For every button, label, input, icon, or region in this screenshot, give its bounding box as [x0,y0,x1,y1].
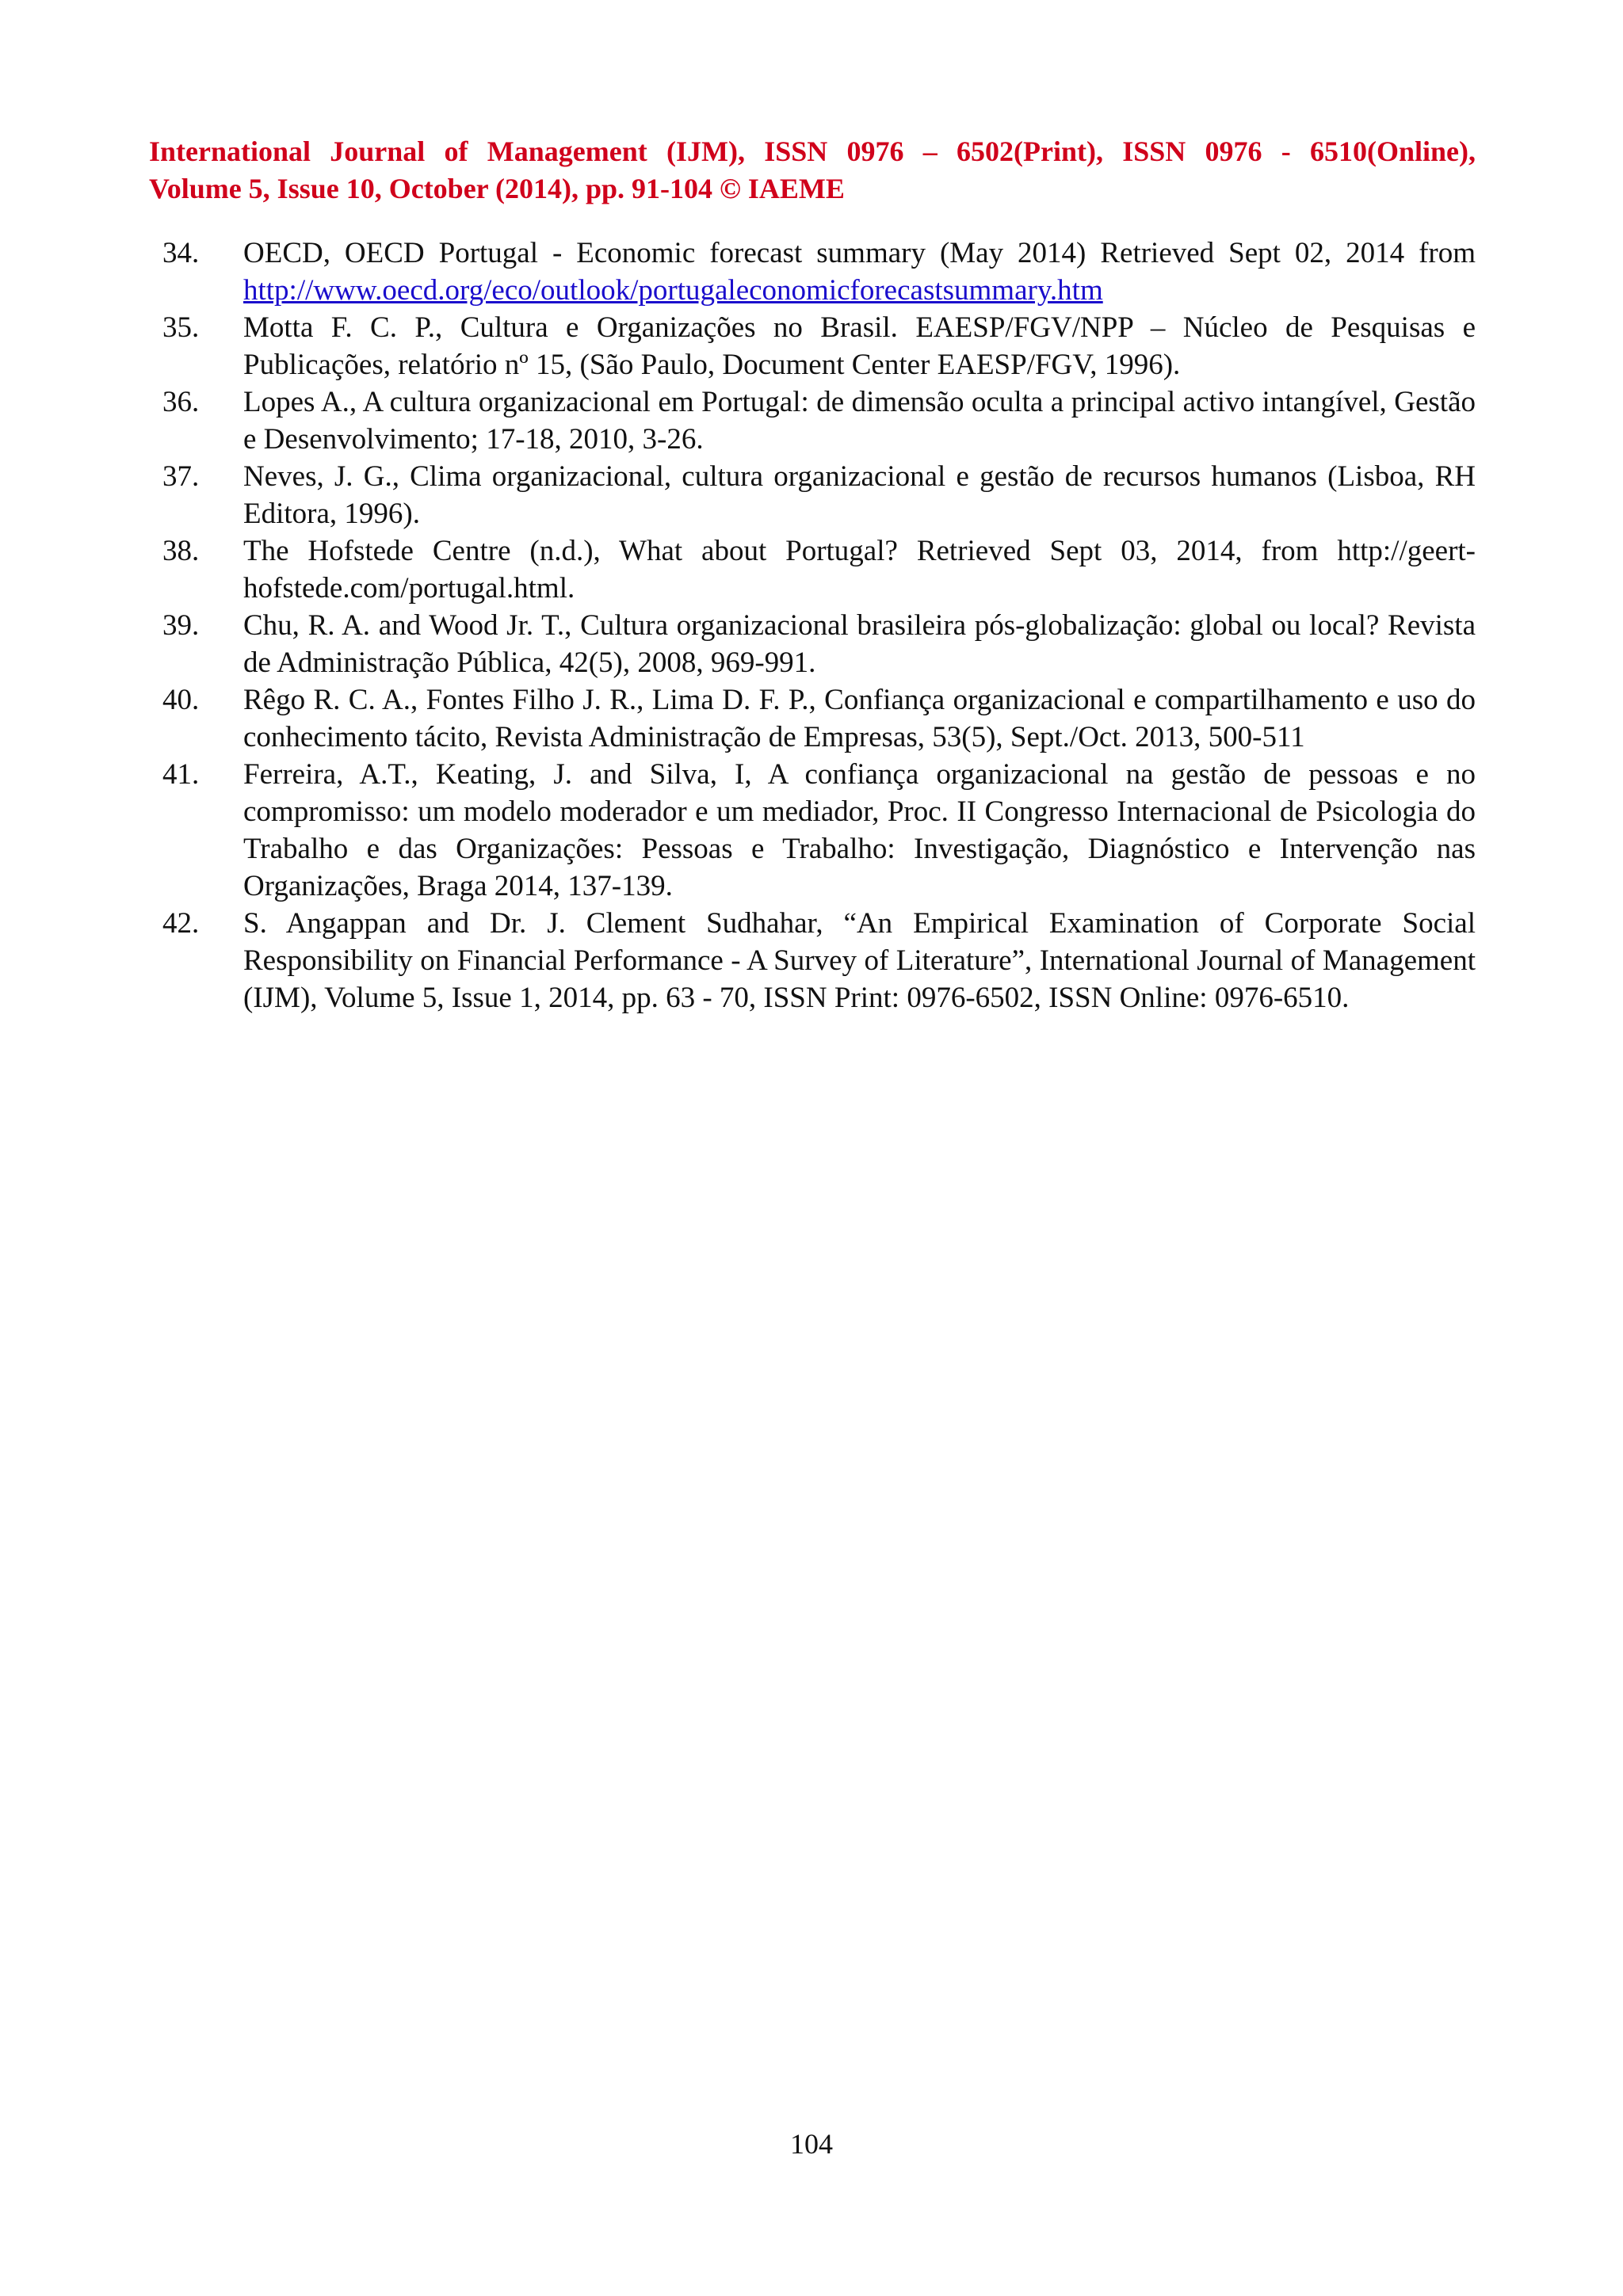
reference-text: Lopes A., A cultura organizacional em Portugal: de dimensão oculta a principal activo intangível, Gestão e Desenvolvimento; 17-18, 2010, 3-26. [243,386,1476,456]
reference-list [162,235,1476,1016]
journal-header-line-1: International Journal of Management (IJM), ISSN 0976 – 6502(Print), ISSN 0976 - 6510(Online), [149,135,1476,167]
reference-text: Motta F. C. P., Cultura e Organizações no Brasil. EAESP/FGV/NPP – Núcleo de Pesquisas e Publicações, relatório nº 15, (São Paulo, Document Center EAESP/FGV, 1996). [243,311,1476,381]
reference-text [243,235,1476,309]
reference-number: 39. [162,609,200,642]
reference-number: 37. [162,460,200,493]
journal-header-line-2: Volume 5, Issue 10, October (2014), pp. 91-104 © IAEME [149,173,845,204]
reference-item-35 [162,309,1476,383]
reference-text: The Hofstede Centre (n.d.), What about Portugal? Retrieved Sept 03, 2014, from http://geert-hofstede.com/portugal.html. [243,535,1476,605]
reference-item-36 [162,383,1476,458]
reference-text-body: OECD, OECD Portugal - Economic forecast summary (May 2014) Retrieved Sept 02, 2014 from [243,237,1476,269]
reference-number: 41. [162,758,200,791]
reference-item-38 [162,532,1476,607]
reference-item-40 [162,681,1476,756]
reference-text: Neves, J. G., Clima organizacional, cultura organizacional e gestão de recursos humanos (Lisboa, RH Editora, 1996). [243,460,1476,530]
reference-item-42 [162,905,1476,1016]
reference-item-34 [162,235,1476,309]
reference-number: 34. [162,237,200,269]
journal-header [149,133,1476,208]
reference-text: S. Angappan and Dr. J. Clement Sudhahar, “An Empirical Examination of Corporate Social Responsibility on Financial Performance - A Survey of Literature”, International Journal of Management (IJM), Volume 5, Issue 1, 2014, pp. 63 - 70, ISSN Print: 0976-6502, ISSN Online: 0976-6510. [243,907,1476,1014]
reference-item-39 [162,607,1476,681]
reference-number: 42. [162,907,200,940]
reference-number: 40. [162,684,200,716]
reference-text: Chu, R. A. and Wood Jr. T., Cultura organizacional brasileira pós-globalização: global ou local? Revista de Administração Pública, 42(5), 2008, 969-991. [243,609,1476,679]
reference-number: 36. [162,386,200,418]
page-number: 104 [790,2128,833,2160]
reference-link[interactable]: http://www.oecd.org/eco/outlook/portugaleconomicforecastsummary.htm [243,274,1103,307]
reference-number: 38. [162,535,200,567]
reference-number: 35. [162,311,200,344]
reference-item-37 [162,458,1476,532]
reference-text: Rêgo R. C. A., Fontes Filho J. R., Lima D. F. P., Confiança organizacional e compartilhamento e uso do conhecimento tácito, Revista Administração de Empresas, 53(5), Sept./Oct. 2013, 500-511 [243,684,1476,753]
reference-text: Ferreira, A.T., Keating, J. and Silva, I, A confiança organizacional na gestão de pessoas e no compromisso: um modelo moderador e um mediador, Proc. II Congresso Internacional de Psicologia do Trabalho e das Organizações: Pessoas e Trabalho: Investigação, Diagnóstico e Intervenção nas Organizações, Braga 2014, 137-139. [243,758,1476,902]
reference-item-41 [162,756,1476,905]
